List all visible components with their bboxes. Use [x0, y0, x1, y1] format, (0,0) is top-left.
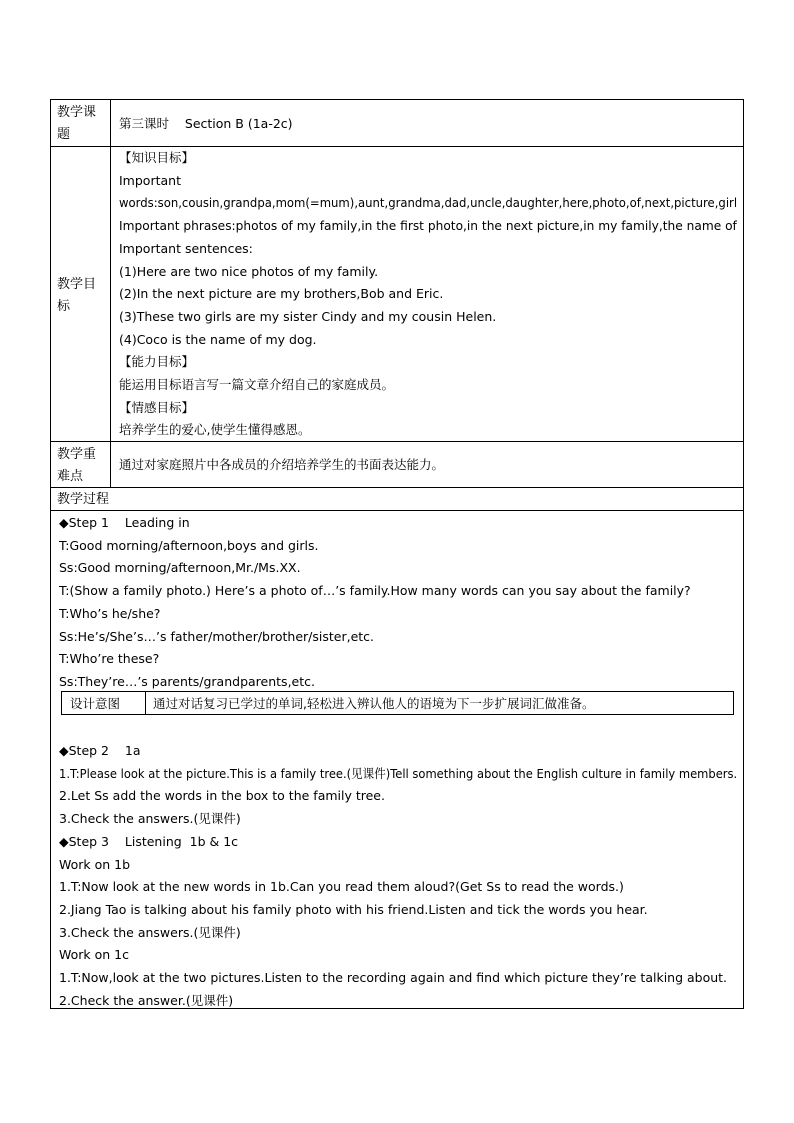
goal-line: 培养学生的爱心,使学生懂得感恩。 [119, 422, 311, 438]
process-line: Work on 1c [59, 947, 129, 963]
topic-label-line1: 教学课 [57, 105, 97, 120]
goal-line: 【情感目标】 [119, 399, 195, 415]
process-line: 3.Check the answers.(见课件) [59, 924, 241, 940]
design-intent-divider [145, 692, 146, 714]
process-line: T:Good morning/afternoon,boys and girls. [59, 537, 319, 553]
goal-line: Important sentences: [119, 240, 253, 256]
row-divider [51, 146, 743, 147]
key-points-label-line2: 难点 [57, 469, 84, 484]
process-line: T:(Show a family photo.) Here’s a photo of…’s family.How many words can you say about the family? [59, 583, 691, 599]
topic-content: 第三课时 Section B (1a-2c) [119, 116, 293, 131]
design-intent-content: 通过对话复习已学过的单词,轻松进入辨认他人的语境为下一步扩展词汇做准备。 [153, 696, 595, 711]
design-intent-box [61, 691, 734, 715]
process-line: 1.T:Now,look at the two pictures.Listen to the recording again and find which picture they’re talking about. [59, 970, 728, 985]
process-line: ◆Step 1 Leading in [59, 515, 190, 530]
column-divider [110, 100, 111, 487]
key-points-label [57, 444, 96, 488]
goals-label-line2: 标 [57, 299, 71, 314]
process-line: ◆Step 3 Listening 1b & 1c [59, 833, 239, 849]
row-divider [51, 487, 743, 488]
process-line: ◆Step 2 1a [59, 743, 141, 758]
process-line: 2.Let Ss add the words in the box to the family tree. [59, 788, 385, 804]
process-line: Ss:They’re…’s parents/grandparents,etc. [59, 673, 315, 689]
process-header: 教学过程 [57, 492, 110, 507]
process-line: Ss:Good morning/afternoon,Mr./Ms.XX. [59, 560, 301, 576]
goal-line: 【知识目标】 [119, 150, 195, 165]
process-line: 3.Check the answers.(见课件) [59, 811, 241, 827]
design-intent-label: 设计意图 [70, 696, 121, 711]
key-points-content: 通过对家庭照片中各成员的介绍培养学生的书面表达能力。 [119, 457, 445, 472]
goal-line: 【能力目标】 [119, 354, 195, 370]
process-line: 1.T:Now look at the new words in 1b.Can you read them aloud?(Get Ss to read the words.) [59, 879, 624, 895]
goal-line: Important phrases:photos of my family,in the first photo,in the next picture,in my family,the name of [119, 218, 737, 234]
lesson-plan-table [50, 99, 744, 1009]
goal-line: Important [119, 172, 181, 188]
process-line: 2.Jiang Tao is talking about his family photo with his friend.Listen and tick the words you hear. [59, 901, 648, 917]
process-line: 2.Check the answer.(见课件) [59, 992, 234, 1008]
row-divider [51, 441, 743, 442]
goal-line: (2)In the next picture are my brothers,Bob and Eric. [119, 286, 444, 302]
process-line: Ss:He’s/She’s…’s father/mother/brother/sister,etc. [59, 628, 375, 644]
goal-line: (4)Coco is the name of my dog. [119, 331, 317, 347]
process-line: Work on 1b [59, 856, 131, 872]
goals-label-line1: 教学目 [57, 277, 97, 292]
goal-line: (3)These two girls are my sister Cindy and my cousin Helen. [119, 308, 497, 324]
process-line: T:Who’s he/she? [59, 605, 161, 621]
process-line: T:Who’re these? [59, 651, 160, 667]
goal-line: (1)Here are two nice photos of my family. [119, 263, 379, 279]
process-line: 1.T:Please look at the picture.This is a family tree.(见课件)Tell something about the English culture in family members. [59, 765, 738, 781]
topic-label-line2: 题 [57, 127, 71, 142]
goal-line: 能运用目标语言写一篇文章介绍自己的家庭成员。 [119, 377, 395, 392]
goals-label [57, 274, 96, 318]
row-divider [51, 510, 743, 511]
key-points-label-line1: 教学重 [57, 447, 97, 462]
topic-label [57, 102, 96, 146]
goal-line: words:son,cousin,grandpa,mom(=mum),aunt,grandma,dad,uncle,daughter,here,photo,of,next,picture,girl [119, 195, 738, 211]
